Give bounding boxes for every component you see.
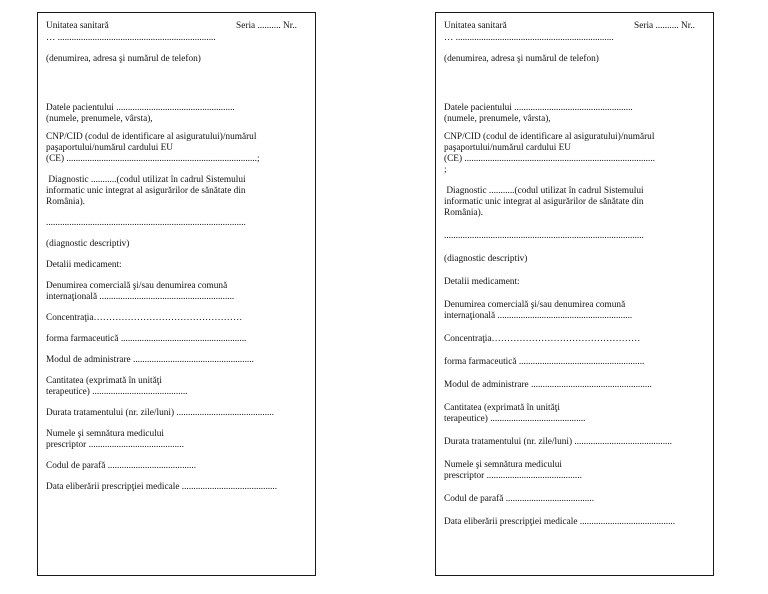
patient-data-hint: (numele, prenumele, vârsta), (46, 114, 153, 124)
drug-name-line-2: internaţională .......................................................... (46, 292, 235, 302)
series-number-label: Seria .......... Nr.. (634, 21, 695, 31)
issue-date-line: Data eliberării prescripţiei medicale ......................................... (46, 482, 278, 492)
quantity-line-1: Cantitatea (exprimată în unităţi (46, 376, 162, 386)
medical-unit-label: Unitatea sanitară (444, 21, 507, 31)
concentration-line: Concentraţia………………………………………… (444, 334, 641, 344)
doctor-signature-line-1: Numele şi semnătura medicului (444, 460, 562, 470)
form-header (444, 21, 705, 32)
administration-mode-line: Modul de administrare .................................................... (444, 380, 652, 390)
diagnostic-hint: (diagnostic descriptiv) (46, 239, 130, 249)
medical-unit-dots: … .................................................................... (46, 33, 216, 43)
medication-details-heading: Detalii medicament: (46, 260, 122, 270)
form-header (46, 21, 307, 32)
cnp-line-1: CNP/CID (codul de identificare al asiguratului)/numărul (46, 132, 257, 142)
concentration-line: Concentraţia………………………………………… (46, 313, 243, 323)
diagnostic-dots: ...................................................................................... (46, 218, 246, 228)
series-number-label: Seria .......... Nr.. (236, 21, 297, 31)
quantity-line-1: Cantitatea (exprimată în unităţi (444, 403, 560, 413)
pharmaceutical-form-line: forma farmaceutică ...................................................... (444, 357, 645, 367)
diagnostic-hint: (diagnostic descriptiv) (444, 254, 528, 264)
diagnostic-line-3: România). (444, 208, 483, 218)
patient-data-hint: (numele, prenumele, vârsta), (444, 114, 551, 124)
patient-data-line: Datele pacientului ................................................... (444, 103, 633, 113)
prescription-form-right (435, 12, 714, 576)
doctor-signature-line-2: prescriptor ......................................... (46, 440, 184, 450)
patient-data-line: Datele pacientului ................................................... (46, 103, 235, 113)
diagnostic-line-1: Diagnostic ...........(codul utilizat în cadrul Sistemului (46, 175, 246, 185)
pharmaceutical-form-line: forma farmaceutică ...................................................... (46, 334, 247, 344)
treatment-duration-line: Durata tratamentului (nr. zile/luni) .......................................... (444, 437, 672, 447)
drug-name-line-1: Denumirea comercială şi/sau denumirea comună (46, 281, 228, 291)
administration-mode-line: Modul de administrare .................................................... (46, 355, 254, 365)
medical-unit-dots: … .................................................................... (444, 33, 614, 43)
medical-unit-hint: (denumirea, adresa şi numărul de telefon) (444, 54, 599, 64)
quantity-line-2: terapeutice) ......................................... (46, 387, 188, 397)
doctor-signature-line-1: Numele şi semnătura medicului (46, 429, 164, 439)
medication-details-heading: Detalii medicament: (444, 277, 520, 287)
cnp-line-3: (CE) .................................................................................. (444, 154, 655, 164)
cnp-line-3: (CE) ..................................................................................; (46, 154, 260, 164)
medical-unit-hint: (denumirea, adresa şi numărul de telefon) (46, 54, 201, 64)
diagnostic-line-1: Diagnostic ...........(codul utilizat în cadrul Sistemului (444, 186, 644, 196)
diagnostic-line-2: informatic unic integrat al asigurărilor de sănătate din (46, 186, 246, 196)
prescription-form-left (37, 12, 316, 576)
cnp-line-2: paşaportului/numărul cardului EU (444, 143, 572, 153)
doctor-signature-line-2: prescriptor ......................................... (444, 471, 582, 481)
quantity-line-2: terapeutice) ......................................... (444, 414, 586, 424)
drug-name-line-2: internaţională .......................................................... (444, 311, 633, 321)
cnp-line-1: CNP/CID (codul de identificare al asiguratului)/numărul (444, 132, 655, 142)
treatment-duration-line: Durata tratamentului (nr. zile/luni) .......................................... (46, 408, 274, 418)
diagnostic-dots: ...................................................................................... (444, 231, 644, 241)
stamp-code-line: Codul de parafă ...................................... (444, 494, 595, 504)
issue-date-line: Data eliberării prescripţiei medicale ......................................... (444, 517, 676, 527)
diagnostic-line-3: România). (46, 197, 85, 207)
cnp-line-4: ; (444, 165, 447, 175)
cnp-line-2: paşaportului/numărul cardului EU (46, 143, 174, 153)
medical-unit-label: Unitatea sanitară (46, 21, 109, 31)
stamp-code-line: Codul de parafă ...................................... (46, 461, 197, 471)
diagnostic-line-2: informatic unic integrat al asigurărilor de sănătate din (444, 197, 644, 207)
drug-name-line-1: Denumirea comercială şi/sau denumirea comună (444, 300, 626, 310)
